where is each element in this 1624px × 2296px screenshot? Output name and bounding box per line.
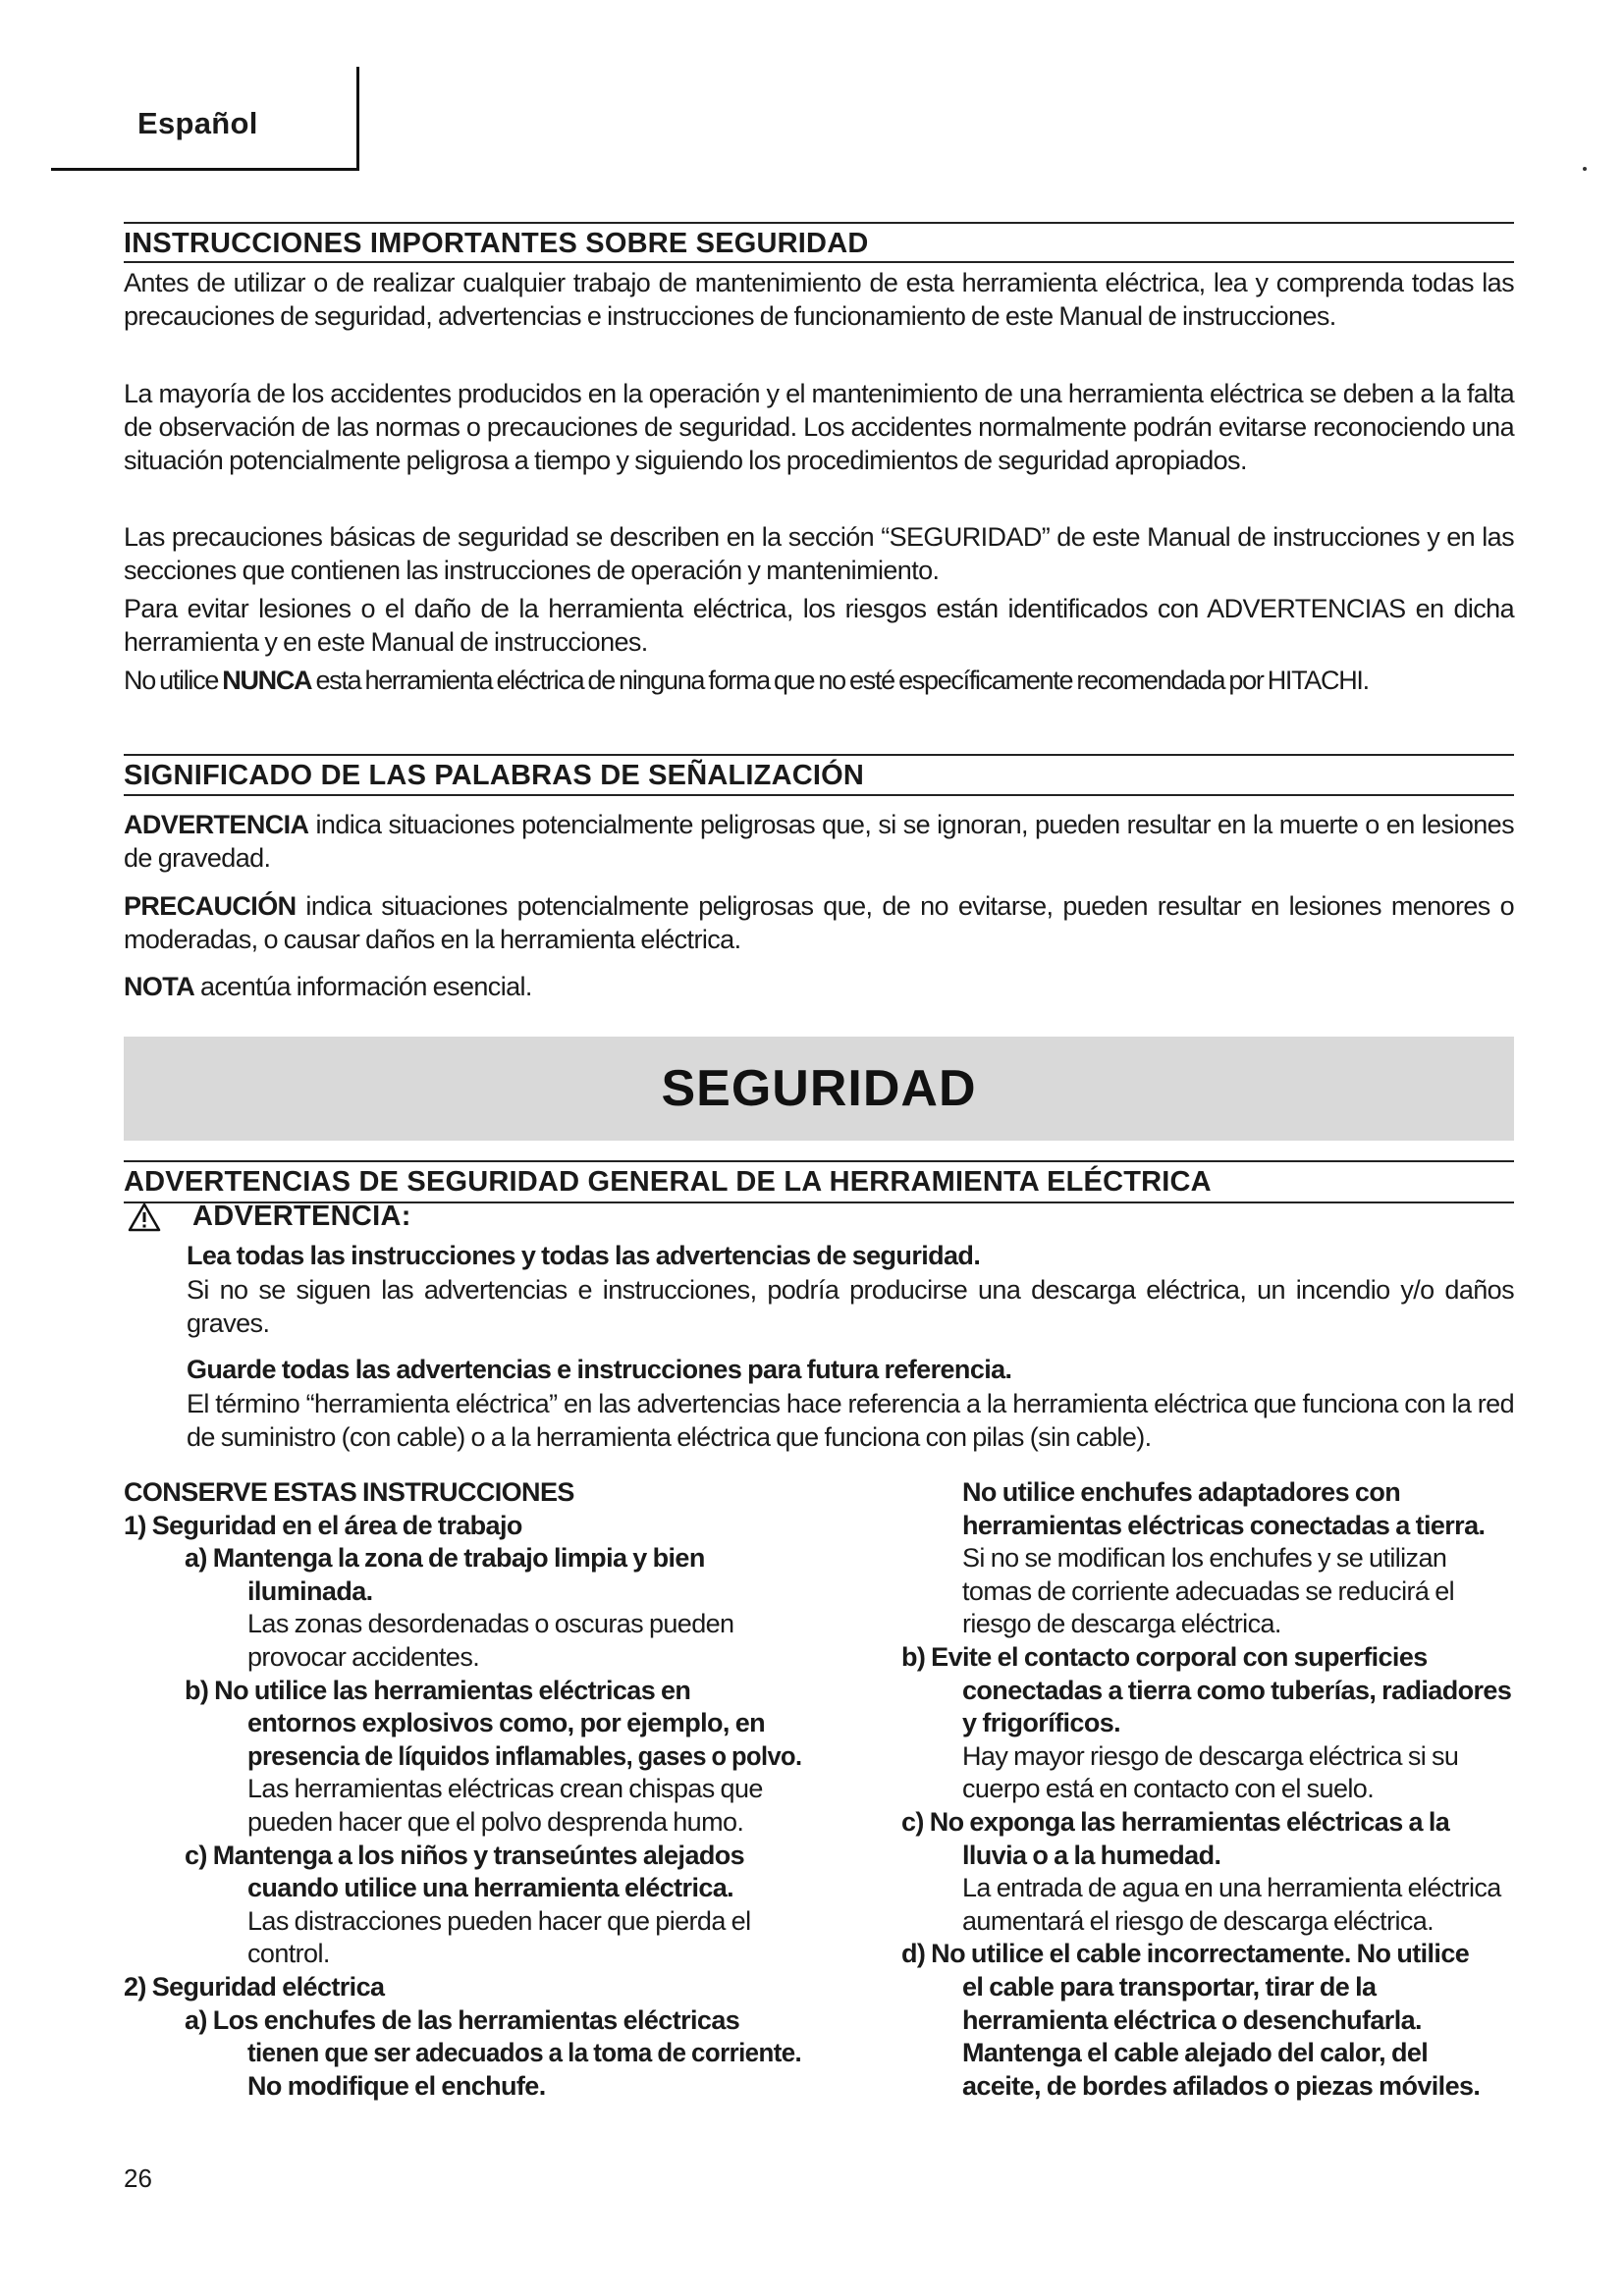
section-title-general-warnings: ADVERTENCIAS DE SEGURIDAD GENERAL DE LA HERRAMIENTA ELÉCTRICA bbox=[124, 1166, 1212, 1198]
warning-keep-instructions: Guarde todas las advertencias e instrucciones para futura referencia. bbox=[187, 1355, 1012, 1384]
def-advertencia: indica situaciones potencialmente peligrosas que, si se ignoran, pueden resultar en la muerte o en lesiones de gravedad. bbox=[124, 810, 1514, 873]
signal-word-nota bbox=[124, 970, 1514, 1003]
never-use-bold: NUNCA bbox=[222, 666, 312, 695]
never-use-pre: No utilice bbox=[124, 666, 223, 695]
banner-title: SEGURIDAD bbox=[661, 1060, 977, 1117]
right-col-line: el cable para transportar, tirar de la bbox=[962, 1972, 1377, 2002]
left-column bbox=[124, 1476, 801, 2124]
section-rule-bottom bbox=[124, 794, 1514, 796]
left-col-line: CONSERVE ESTAS INSTRUCCIONES bbox=[124, 1477, 574, 1507]
right-col-line: y frigoríficos. bbox=[962, 1708, 1121, 1738]
right-col-line: aumentará el riesgo de descarga eléctrica. bbox=[962, 1905, 1435, 1936]
section-rule-bottom bbox=[124, 261, 1514, 263]
right-col-line: La entrada de agua en una herramienta eléctrica bbox=[962, 1873, 1501, 1903]
left-col-line: c) Mantenga a los niños y transeúntes alejados bbox=[185, 1840, 745, 1870]
left-col-line: 1) Seguridad en el área de trabajo bbox=[124, 1510, 522, 1540]
signal-word-precaucion bbox=[124, 889, 1514, 956]
def-precaucion: indica situaciones potencialmente peligrosas que, de no evitarse, pueden resultar en lesiones menores o moderadas, o causar daños en la herramienta eléctrica. bbox=[124, 891, 1514, 954]
term-nota: NOTA bbox=[124, 972, 195, 1001]
right-col-line: herramientas eléctricas conectadas a tierra. bbox=[962, 1510, 1486, 1540]
right-col-line: d) No utilice el cable incorrectamente. No utilice bbox=[901, 1939, 1470, 1969]
term-advertencia: ADVERTENCIA bbox=[124, 810, 309, 839]
language-tab bbox=[51, 67, 359, 171]
left-col-line: tienen que ser adecuados a la toma de corriente. bbox=[247, 2038, 802, 2068]
warning-label: ADVERTENCIA: bbox=[192, 1201, 411, 1232]
left-col-line: b) No utilice las herramientas eléctricas en bbox=[185, 1675, 691, 1705]
section-rule-top bbox=[124, 754, 1514, 756]
left-col-line: pueden hacer que el polvo desprenda humo. bbox=[247, 1807, 744, 1837]
section-title-signal-words: SIGNIFICADO DE LAS PALABRAS DE SEÑALIZACIÓN bbox=[124, 760, 865, 791]
left-col-line: No modifique el enchufe. bbox=[247, 2070, 546, 2101]
right-col-line: conectadas a tierra como tuberías, radiadores bbox=[962, 1675, 1512, 1705]
signal-word-advertencia bbox=[124, 808, 1514, 875]
page-number: 26 bbox=[124, 2163, 152, 2193]
right-col-line: lluvia o a la humedad. bbox=[962, 1840, 1221, 1870]
left-col-line: Las zonas desordenadas o oscuras pueden bbox=[247, 1609, 734, 1639]
paragraph-basic-precautions: Las precauciones básicas de seguridad se describen en la sección “SEGURIDAD” de este Manual de instrucciones y en las secciones que contienen las instrucciones de operación y mantenimiento. bbox=[124, 522, 1514, 585]
left-col-line: provocar accidentes. bbox=[247, 1642, 480, 1672]
paragraph-intro: Antes de utilizar o de realizar cualquier trabajo de mantenimiento de esta herramienta eléctrica, lea y comprenda todas las precauciones de seguridad, advertencias e instrucciones de funcionamiento de este Manual de instrucciones. bbox=[124, 268, 1514, 331]
right-col-line: cuerpo está en contacto con el suelo. bbox=[962, 1774, 1375, 1804]
paragraph-never-use bbox=[124, 664, 1514, 697]
right-col-line: aceite, de bordes afilados o piezas móviles. bbox=[962, 2070, 1481, 2101]
seguridad-banner bbox=[124, 1037, 1514, 1141]
warning-read-all: Lea todas las instrucciones y todas las advertencias de seguridad. bbox=[187, 1241, 981, 1270]
def-nota: acentúa información esencial. bbox=[194, 972, 532, 1001]
page-mark bbox=[1583, 167, 1587, 171]
right-col-line: tomas de corriente adecuadas se reducirá el bbox=[962, 1575, 1455, 1606]
left-col-line: entornos explosivos como, por ejemplo, en bbox=[247, 1708, 766, 1738]
term-precaucion: PRECAUCIÓN bbox=[124, 891, 297, 921]
paragraph-accidents: La mayoría de los accidentes producidos en la operación y el mantenimiento de una herramienta eléctrica se deben a la falta de observación de las normas o precauciones de seguridad. Los accidentes normalmente podrán evitarse reconociendo una situación potencialmente peligrosa a tiempo y siguiendo los procedimientos de seguridad apropiados. bbox=[124, 379, 1514, 475]
never-use-post: esta herramienta eléctrica de ninguna forma que no esté específicamente recomendada por HITACHI. bbox=[311, 666, 1369, 695]
right-col-line: Si no se modifican los enchufes y se utilizan bbox=[962, 1543, 1447, 1574]
left-col-line: presencia de líquidos inflamables, gases o polvo. bbox=[247, 1740, 802, 1771]
right-col-line: herramienta eléctrica o desenchufarla. bbox=[962, 2004, 1422, 2035]
left-col-line: a) Los enchufes de las herramientas eléctricas bbox=[185, 2004, 740, 2035]
warning-term-definition: El término “herramienta eléctrica” en las advertencias hace referencia a la herramienta eléctrica que funciona con la red de suministro (con cable) o a la herramienta eléctrica que funciona con pilas (sin cable). bbox=[187, 1389, 1514, 1452]
left-col-line: Las herramientas eléctricas crean chispas que bbox=[247, 1774, 763, 1804]
left-col-line: a) Mantenga la zona de trabajo limpia y bien bbox=[185, 1543, 705, 1574]
section-rule-top bbox=[124, 222, 1514, 224]
warning-consequence: Si no se siguen las advertencias e instrucciones, podría producirse una descarga eléctrica, un incendio y/o daños graves. bbox=[187, 1275, 1514, 1338]
section-rule-top bbox=[124, 1160, 1514, 1162]
paragraph-avoid-injury: Para evitar lesiones o el daño de la herramienta eléctrica, los riesgos están identificados con ADVERTENCIAS en dicha herramienta y en este Manual de instrucciones. bbox=[124, 594, 1514, 657]
right-col-line: c) No exponga las herramientas eléctricas a la bbox=[901, 1807, 1450, 1837]
left-col-line: 2) Seguridad eléctrica bbox=[124, 1972, 385, 2002]
section-title-important-instructions: INSTRUCCIONES IMPORTANTES SOBRE SEGURIDAD bbox=[124, 228, 869, 259]
left-col-line: cuando utilice una herramienta eléctrica. bbox=[247, 1873, 734, 1903]
right-col-line: riesgo de descarga eléctrica. bbox=[962, 1609, 1281, 1639]
left-col-line: iluminada. bbox=[247, 1575, 373, 1606]
right-col-line: Hay mayor riesgo de descarga eléctrica si su bbox=[962, 1740, 1459, 1771]
language-label: Español bbox=[137, 106, 258, 140]
right-column bbox=[901, 1476, 1514, 2124]
right-col-line: No utilice enchufes adaptadores con bbox=[962, 1477, 1401, 1507]
right-col-line: Mantenga el cable alejado del calor, del bbox=[962, 2038, 1429, 2068]
left-col-line: Las distracciones pueden hacer que pierda el bbox=[247, 1905, 751, 1936]
warning-triangle-icon bbox=[128, 1202, 161, 1232]
right-col-line: b) Evite el contacto corporal con superficies bbox=[901, 1642, 1428, 1672]
left-col-line: control. bbox=[247, 1939, 330, 1969]
